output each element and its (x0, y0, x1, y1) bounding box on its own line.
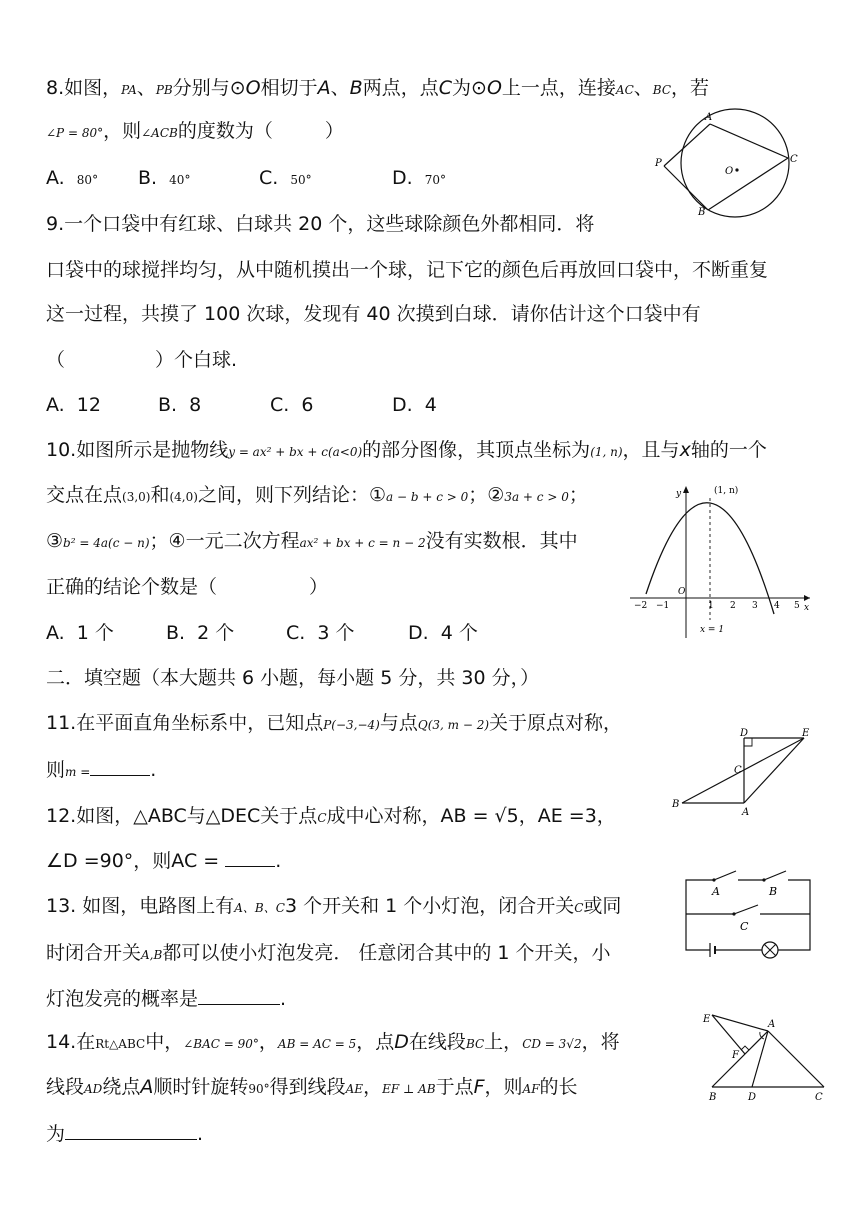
q9-options (46, 392, 437, 418)
ef-perp-ab: EF ⊥ AB (382, 1082, 436, 1096)
angle-p: ∠P = 80° (46, 126, 104, 140)
switches-ab: A,B (141, 948, 163, 962)
point-p: P(−3,−4) (323, 718, 380, 732)
q10-parabola-graph (630, 482, 815, 640)
parabola-equation: y = ax² + bx + c(a<0) (228, 445, 363, 459)
angle-bac: ∠BAC = 90° (183, 1037, 259, 1051)
q12-line2: ∠D =90°，则AC = . (46, 850, 282, 872)
section-2-title: 二．填空题（本大题共 6 小题，每小题 5 分，共 30 分，） (46, 667, 540, 689)
q14-line2: 线段AD绕点A顺时针旋转90°得到线段AE，EF ⊥ AB于点F，则AF的长 (46, 1076, 578, 1098)
label-d: D (740, 728, 749, 739)
q8-line2: ∠P = 80°，则∠ACB的度数为（ ） (46, 120, 344, 142)
label-b: B (709, 1092, 717, 1103)
label-o: O (725, 166, 734, 177)
q9-option-a: A. 12 (46, 394, 101, 416)
q8-number: 8. (46, 77, 65, 99)
var-m: m = (65, 765, 91, 779)
q14-line1: 14.在Rt△ABC中，∠BAC = 90°，AB = AC = 5，点D在线段BC上，CD = 3√2，将 (46, 1031, 620, 1053)
answer-blank (90, 757, 150, 776)
label-e: E (703, 1014, 711, 1025)
label-f: F (732, 1050, 739, 1061)
label-c: C (790, 154, 798, 165)
label-a: A (742, 807, 750, 818)
q9-option-b: B. 8 (158, 394, 202, 416)
segment-bc: BC (652, 83, 672, 97)
q10-line3: ③b² = 4a(c − n)；④一元二次方程ax² + bx + c = n − 2没有实数根．其中 (46, 530, 578, 552)
q13-circuit-diagram (680, 866, 816, 960)
switch-c-label: C (740, 920, 749, 933)
switch-b-label: B (769, 885, 778, 898)
label-a: A (768, 1019, 776, 1030)
symmetry-axis-label: x = 1 (700, 625, 725, 635)
switches-abc: A、B、C (234, 901, 285, 915)
q10-option-c: C. 3 个 (286, 622, 355, 644)
label-b: B (672, 799, 680, 810)
label-b: B (698, 207, 706, 218)
tick-5: 5 (794, 601, 800, 611)
q9-line2: 口袋中的球搅拌均匀，从中随机摸出一个球，记下它的颜色后再放回口袋中，不断重复 (46, 259, 769, 281)
tick-neg1: −1 (656, 601, 670, 611)
label-e: E (802, 728, 810, 739)
conclusion-1: a − b + c > 0 (386, 490, 469, 504)
origin-label: O (678, 587, 686, 597)
q13-line3: 灯泡发亮的概率是 . (46, 988, 287, 1010)
label-c: C (815, 1092, 823, 1103)
q10-line4: 正确的结论个数是（ ） (46, 576, 329, 598)
conclusion-3: b² = 4a(c − n) (63, 536, 150, 550)
tick-3: 3 (752, 601, 758, 611)
q12-given: AB = √5，AE =3， (440, 805, 616, 827)
tick-neg2: −2 (634, 601, 648, 611)
vertex-label: (1, n) (714, 486, 739, 496)
q9-option-c: C. 6 (270, 394, 314, 416)
q11-line2: 则m = . (46, 759, 157, 781)
vertex-coordinate: (1, n) (590, 445, 623, 459)
q14-figure-rotation (700, 1010, 828, 1105)
tick-4: 4 (774, 601, 780, 611)
q12-condition: ∠D =90°，则AC = (46, 850, 226, 872)
conclusion-2: 3a + c > 0 (504, 490, 569, 504)
answer-blank (225, 848, 275, 867)
angle-acb: ∠ACB (141, 126, 178, 140)
q9-line4: （ ）个白球. (46, 349, 238, 371)
answer-blank (65, 1121, 197, 1140)
q12-line1: 12.如图，△ABC与△DEC关于点C成中心对称，AB = √5，AE =3， (46, 805, 616, 827)
tick-1: 1 (708, 601, 714, 611)
answer-blank (198, 986, 280, 1005)
q8-option-b: B. 40° (138, 167, 191, 189)
right-triangle: Rt△ABC (95, 1037, 146, 1051)
segment-pb: PB (155, 83, 173, 97)
q12-figure-triangles (672, 726, 820, 818)
label-c: C (734, 765, 742, 776)
q9-option-d: D. 4 (392, 394, 437, 416)
q13-line1: 13. 如图，电路图上有A、B、C3 个开关和 1 个小灯泡，闭合开关C或同 (46, 895, 622, 917)
q10-option-b: B. 2 个 (166, 622, 235, 644)
conclusion-4: ax² + bx + c = n − 2 (299, 536, 426, 550)
q8-option-c: C. 50° (259, 167, 312, 189)
q10-options (46, 620, 478, 646)
switch-a-label: A (712, 885, 720, 898)
q10-line1: 10.如图所示是抛物线y = ax² + bx + c(a<0)的部分图像，其顶点坐标为(1, n)，且与x轴的一个 (46, 439, 767, 461)
label-a: A (705, 112, 713, 123)
circle-symbol: ⊙ (229, 77, 246, 99)
segment-cd: CD = 3√2 (522, 1037, 582, 1051)
q11-line1: 11.在平面直角坐标系中，已知点P(−3,−4)与点Q(3, m − 2)关于原点对称， (46, 712, 623, 734)
q10-option-a: A. 1 个 (46, 622, 114, 644)
q9-line3: 这一过程，共摸了 100 次球，发现有 40 次摸到白球．请你估计这个口袋中有 (46, 303, 701, 325)
label-d: D (748, 1092, 757, 1103)
point-q: Q(3, m − 2) (417, 718, 490, 732)
q14-line3: 为 . (46, 1123, 204, 1145)
q8-figure-circle (650, 108, 800, 220)
q8-options (46, 165, 446, 193)
label-p: P (655, 158, 662, 169)
segment-ac: AC (615, 83, 634, 97)
q8-option-d: D. 70° (392, 167, 447, 189)
segment-pa: PA (121, 83, 137, 97)
sides-ab-ac: AB = AC = 5 (277, 1037, 357, 1051)
q10-option-d: D. 4 个 (408, 622, 478, 644)
y-axis-label: y (676, 489, 682, 499)
x-axis-label: x (804, 603, 810, 613)
q13-line2: 时闭合开关A,B都可以使小灯泡发亮． 任意闭合其中的 1 个开关，小 (46, 942, 611, 964)
q9-line1: 9.一个口袋中有红球、白球共 20 个，这些球除颜色外都相同．将 (46, 213, 595, 235)
q10-line2: 交点在点(3,0)和(4,0)之间，则下列结论：①a − b + c > 0；②3a + c > 0； (46, 484, 588, 506)
tick-2: 2 (730, 601, 736, 611)
q8-option-a: A. 80° (46, 167, 99, 189)
q8-line1: 8.如图，PA、PB分别与⊙O相切于A、B两点，点C为⊙O上一点，连接AC、BC，若 (46, 77, 710, 99)
